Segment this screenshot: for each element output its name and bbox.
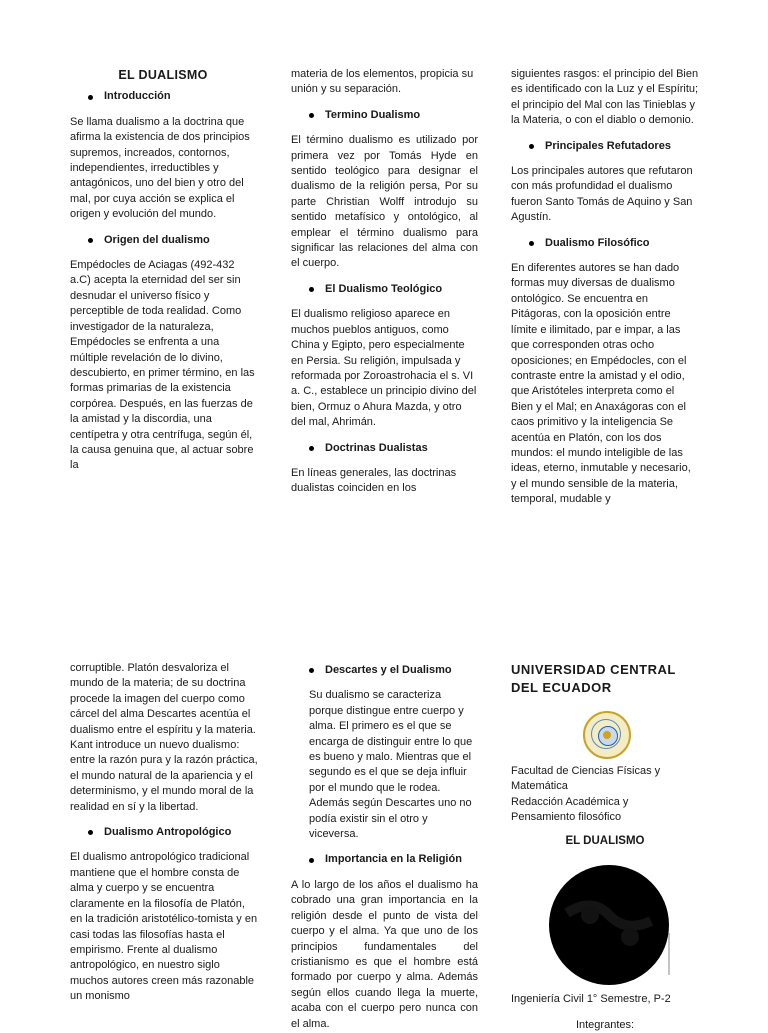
- members-label: Integrantes:: [575, 1019, 635, 1031]
- paragraph-continued: corruptible. Platón desvaloriza el mundo de la materia; de su doctrina procede la imagen del cuerpo como cárcel del alma Descartes acentúa el dualismo entre el espíritu y la materia. Kant introduce un nuevo dualismo: entre la razón pura y la razón práctica, el mundo natural de la apariencia y el determinismo, y el mundo moral de la realidad en sí y la libertad.: [70, 662, 258, 813]
- paragraph-refutadores: Los principales autores que refutaron con más profundidad el dualismo fueron Santo Tomás de Aquino y San Agustín.: [511, 165, 693, 224]
- bullet-icon: [88, 238, 93, 243]
- bullet-icon: [88, 830, 93, 835]
- heading-doctrinas: [309, 441, 478, 456]
- heading-text: Termino Dualismo: [325, 108, 421, 121]
- university-name: UNIVERSIDAD CENTRAL DEL ECUADOR: [511, 662, 676, 695]
- paragraph-continued: materia de los elementos, propicia su unión y su separación.: [291, 68, 474, 96]
- bullet-icon: [309, 858, 314, 863]
- heading-text: Origen del dualismo: [104, 233, 210, 246]
- bullet-icon: [309, 668, 314, 673]
- yin-yang-icon: [547, 863, 671, 992]
- bullet-icon: [529, 241, 534, 246]
- paragraph-filosofico: En diferentes autores se han dado formas muy diversas de dualismo ontológico. Se encuentra en Pitágoras, con la oposición entre límite e ilimitado, par e impar, a las que corresponden otras ocho oposiciones; en Empédocles, con el contraste entre la amistad y el odio, que Aristóteles interpreta como el Bien y el Mal; en Anaxágoras con el caos primitivo y la inteligencia Se acentúa en Platón, con los dos mundos: el mundo inteligible de las ideas, eterno, inmutable y necesario, y el mundo sensible de la materia, temporal, mudable y: [511, 262, 691, 506]
- paragraph-antropologico: El dualismo antropológico tradicional mantiene que el hombre consta de alma y cuerpo y se encuentra claramente en la filosofía de Platón, en la tradición aristotélico-tomista y en casi todas las filosofías hasta el empirismo. Frente al dualismo antropológico, en nuestro siglo muchos autores creen más razonable un monismo: [70, 851, 258, 1003]
- heading-descartes: [309, 663, 478, 678]
- course-text: Redacción Académica y Pensamiento filosófico: [511, 796, 629, 824]
- column-2: [291, 67, 478, 497]
- bullet-icon: [309, 113, 314, 118]
- heading-text: Introducción: [104, 90, 171, 103]
- paragraph-doctrinas: En líneas generales, las doctrinas dualistas coinciden en los: [291, 466, 457, 495]
- cover-panel: [511, 661, 699, 1031]
- brochure-title: EL DUALISMO: [118, 68, 208, 82]
- heading-termino: [309, 108, 478, 123]
- heading-teologico: [309, 282, 478, 297]
- paragraph-teologico: El dualismo religioso aparece en muchos pueblos antiguos, como China y Egipto, pero especialmente en Persia. Su religión, impulsada y reformada por Zoroastrohacia el s. VI a. C., establece un principio divino del bien, Ormuz o Ahura Mazda, y otro del mal, Ahrimán.: [291, 308, 477, 429]
- heading-introduccion: [88, 89, 256, 104]
- heading-text: Dualismo Filosófico: [545, 236, 650, 249]
- faculty-text: Facultad de Ciencias Físicas y Matemática: [511, 765, 661, 793]
- paragraph-continued: siguientes rasgos: el principio del Bien es identificado con la Luz y el Espíritu; el principio del Mal con las Tinieblas y la Materia, o con el diablo o demonio.: [511, 68, 699, 127]
- heading-religion: [309, 852, 478, 867]
- heading-filosofico: [529, 236, 699, 251]
- heading-origen: [88, 233, 256, 248]
- bullet-icon: [529, 144, 534, 149]
- yin-yang-graphic: [547, 863, 671, 987]
- career-text: Ingeniería Civil 1° Semestre, P-2: [511, 993, 671, 1005]
- bullet-icon: [309, 446, 314, 451]
- paragraph-descartes: Su dualismo se caracteriza porque distingue entre cuerpo y alma. El primero es el que se encarga de distinguir entre lo que es bueno y malo. Mientras que el segundo es el que se deja influir por el mundo que le rodea. Además según Descartes uno no podía existir sin el otro y viceversa.: [309, 689, 473, 841]
- column-3: [511, 67, 699, 508]
- paragraph-introduccion: Se llama dualismo a la doctrina que afirma la existencia de dos principios supremos, increados, contornos, independientes, irreductibles y antagónicos, uno del bien y otro del mal, por cuya acción se explica el origen y evolución del mundo.: [70, 115, 250, 221]
- column-5: [291, 663, 478, 1032]
- bullet-icon: [88, 95, 93, 100]
- heading-text: Principales Refutadores: [545, 139, 671, 152]
- heading-antropologico: [88, 825, 258, 840]
- paragraph-origen: Empédocles de Aciagas (492-432 a.C) acepta la eternidad del ser sin desnudar el universo físico y perceptible de toda realidad. Como investigador de la naturaleza, Empédocles se enfrenta a una múltiple revelación de lo divino, descubierto, en primer término, en las formas primarias de la existencia corpórea. Después, en las fuerzas de la amistad y la discordia, una centípetra y otra centrífuga, según él, la causa genuina que, al actuar sobre la: [70, 259, 255, 472]
- cover-title: EL DUALISMO: [565, 835, 645, 847]
- heading-text: Descartes y el Dualismo: [325, 664, 452, 676]
- heading-text: Importancia en la Religión: [325, 853, 462, 866]
- column-1: [70, 68, 256, 474]
- heading-text: El Dualismo Teológico: [325, 282, 443, 295]
- paragraph-religion: A lo largo de los años el dualismo ha cobrado una gran importancia en la religión desde el punto de vista del cuerpo y el alma. Ya que uno de los principios fundamentales del cristianismo es que el hombre está formado por cuerpo y alma. Además según ellos cuando llega la muerte, acaba con el cuerpo pero nunca con el alma.: [291, 878, 478, 1030]
- column-4: [70, 661, 258, 1005]
- heading-refutadores: [529, 139, 699, 154]
- paragraph-termino: El término dualismo es utilizado por primera vez por Tomás Hyde en sentido teológico para designar el dualismo de la religión persa, Por su parte Christian Wolff introdujo su sentido metafísico y ontológico, al emplear el término dualismo para significar las relaciones del alma con el cuerpo.: [291, 134, 478, 270]
- heading-text: Doctrinas Dualistas: [325, 441, 428, 454]
- heading-text: Dualismo Antropológico: [104, 826, 232, 839]
- bullet-icon: [309, 287, 314, 292]
- university-seal-icon: [583, 711, 631, 759]
